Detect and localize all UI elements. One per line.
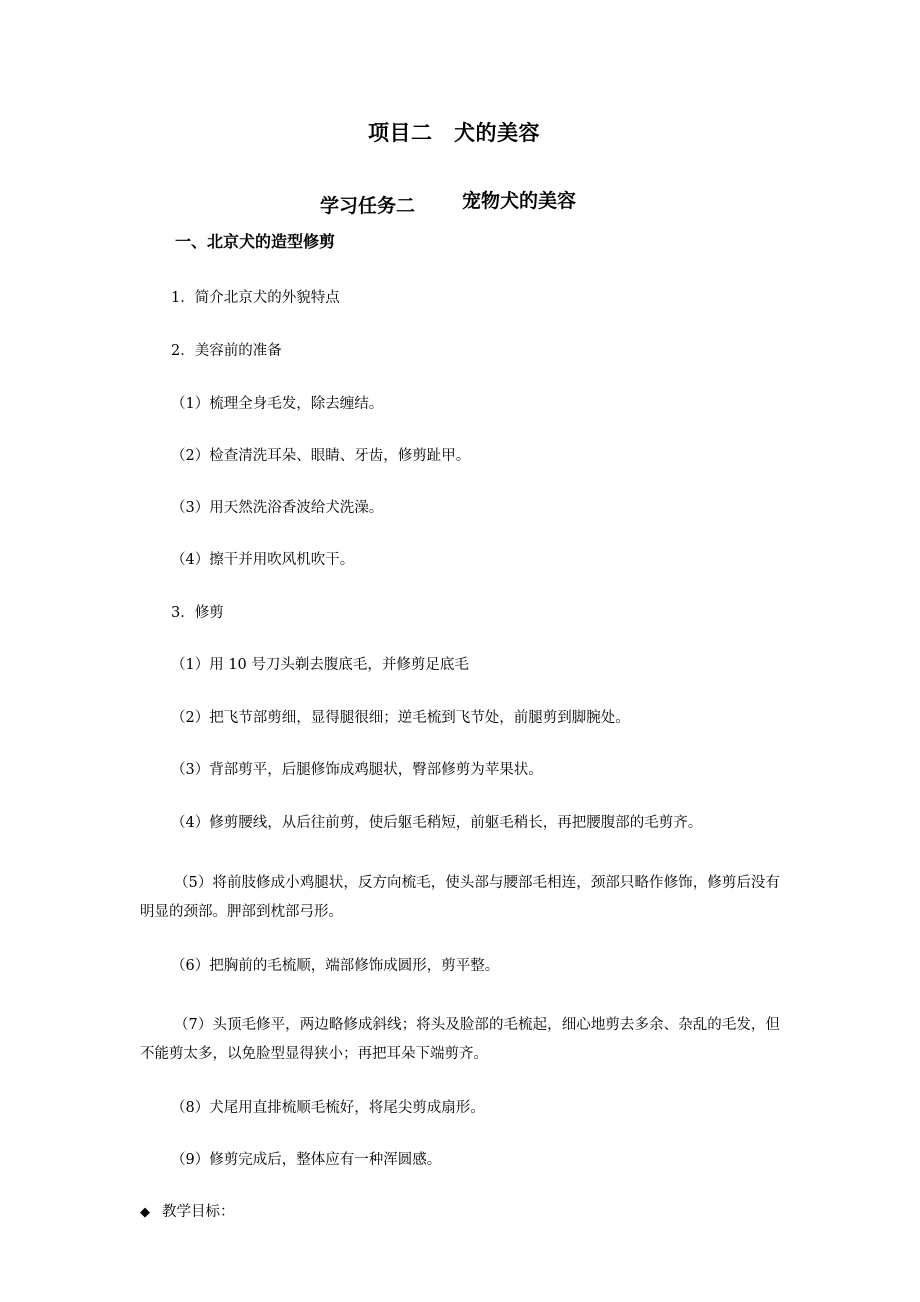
- list-item-prep-2: （2）检查清洗耳朵、眼睛、牙齿，修剪趾甲。: [171, 448, 471, 464]
- paragraph-trim-7: （7）头顶毛修平，两边略修成斜线；将头及脸部的毛梳起，细心地剪去多余、杂乱的毛发，但不能剪太多，以免脸型显得狭小；再把耳朵下端剪齐。: [140, 1017, 780, 1062]
- list-item-trimming: 3．修剪: [171, 605, 224, 621]
- list-item-trim-4: （4）修剪腰线，从后往前剪，使后躯毛稍短，前躯毛稍长，再把腰腹部的毛剪齐。: [171, 815, 703, 831]
- list-item-prep-4: （4）擦干并用吹风机吹干。: [171, 552, 355, 568]
- list-item-preparation: 2．美容前的准备: [171, 343, 282, 359]
- list-item-trim-9: （9）修剪完成后，整体应有一种浑圆感。: [171, 1152, 442, 1168]
- list-item-trim-1: （1）用 10 号刀头剃去腹底毛，并修剪足底毛: [171, 657, 469, 673]
- list-item-trim-6: （6）把胸前的毛梳顺，端部修饰成圆形，剪平整。: [171, 958, 500, 974]
- section-heading: 一、北京犬的造型修剪: [175, 232, 336, 251]
- list-item-trim-3: （3）背部剪平，后腿修饰成鸡腿状，臀部修剪为苹果状。: [171, 762, 543, 778]
- diamond-bullet-icon: ◆: [140, 1205, 150, 1220]
- paragraph-trim-5: （5）将前肢修成小鸡腿状，反方向梳毛，使头部与腰部毛相连，颈部只略作修饰，修剪后没有明显的颈部。胛部到枕部弓形。: [140, 875, 780, 920]
- subtitle-task-number: 学习任务二: [320, 195, 416, 217]
- list-item-prep-1: （1）梳理全身毛发，除去缠结。: [171, 396, 384, 412]
- subtitle-task-name: 宠物犬的美容: [462, 190, 577, 212]
- list-item-trim-8: （8）犬尾用直排梳顺毛梳好，将尾尖剪成扇形。: [171, 1100, 485, 1116]
- teaching-goals-label: 教学目标：: [162, 1204, 235, 1220]
- page-title: 项目二 犬的美容: [368, 121, 540, 145]
- teaching-goals-bullet: [140, 1198, 235, 1227]
- list-item-trim-2: （2）把飞节部剪细，显得腿很细；逆毛梳到飞节处，前腿剪到脚腕处。: [171, 710, 630, 726]
- list-item-prep-3: （3）用天然洗浴香波给犬洗澡。: [171, 500, 384, 516]
- list-item-intro: 1．简介北京犬的外貌特点: [171, 290, 340, 306]
